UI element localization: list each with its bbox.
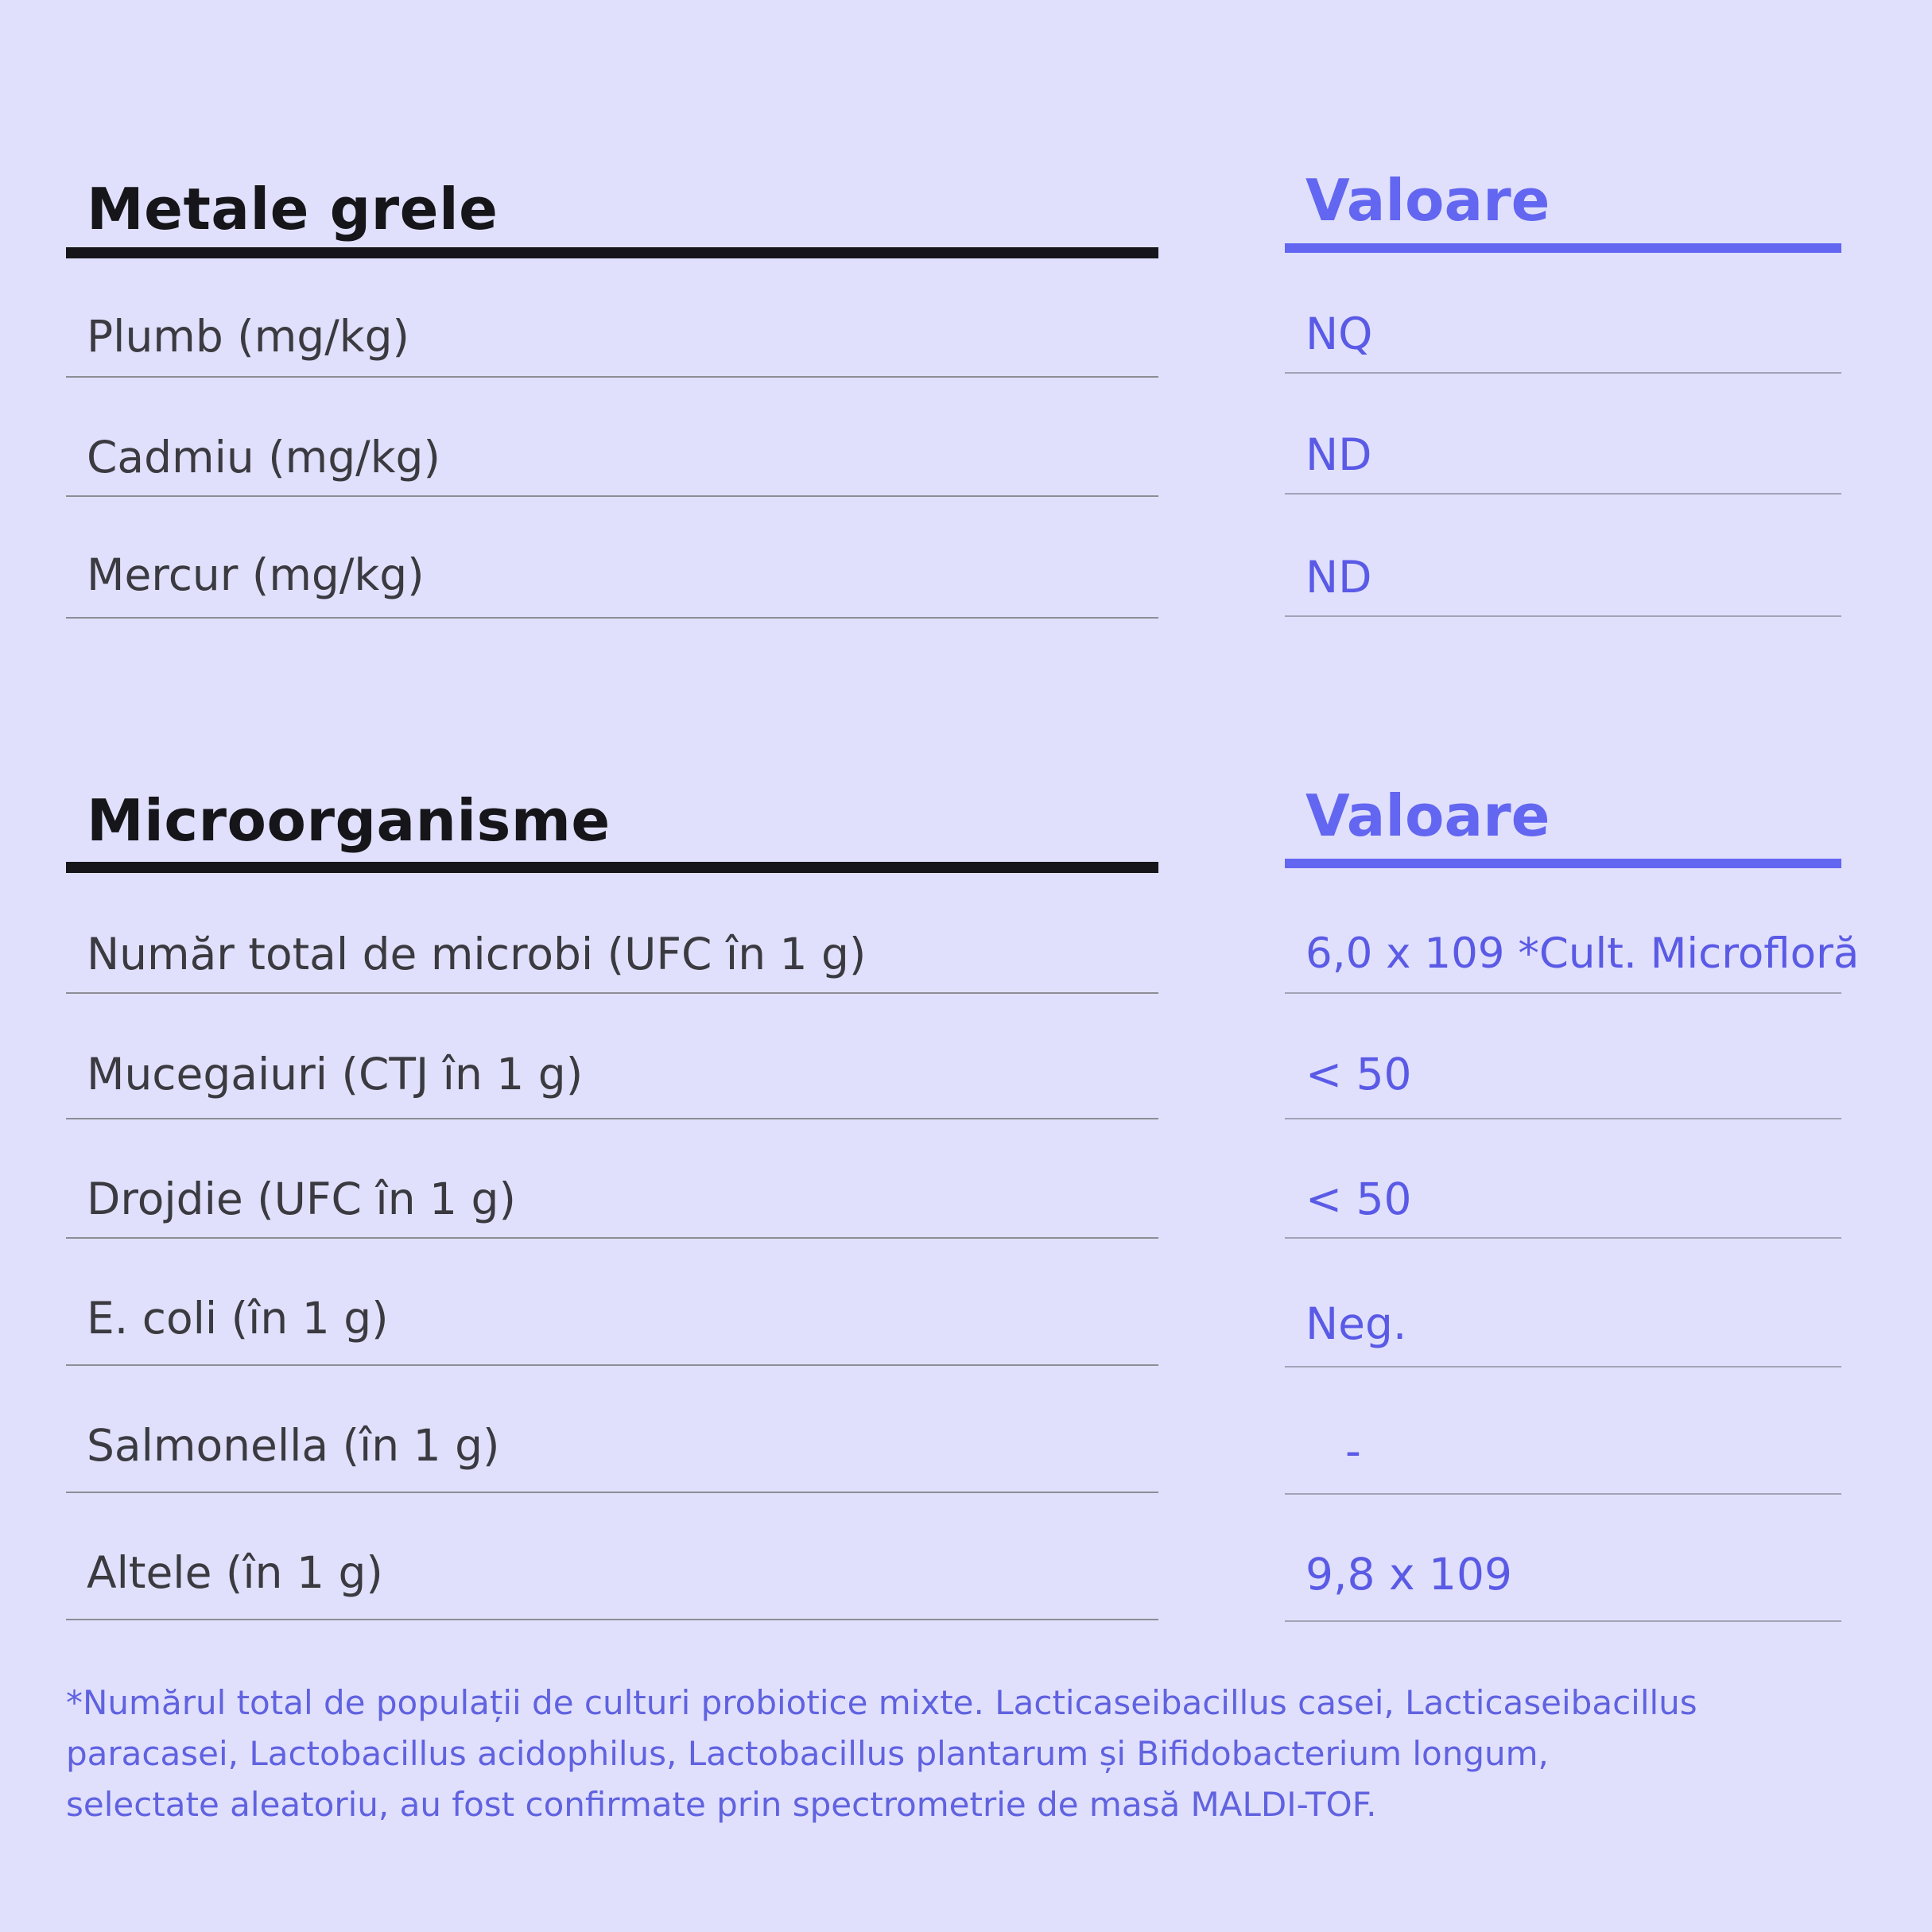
microorganisms-header-rule [66,862,1158,873]
footnote [66,1678,1887,1830]
table-row [1285,1239,1841,1368]
row-value: 6,0 x 109 *Cult. Microfloră [1305,929,1860,978]
footnote-line: *Numărul total de populații de culturi probiotice mixte. Lacticaseibacillus casei, Lacticaseibacillus [66,1683,1697,1722]
row-value: NQ [1305,308,1373,359]
row-value: ND [1305,429,1372,480]
table-row [66,1119,1158,1239]
table-row [66,258,1158,378]
value-header-rule [1285,243,1841,253]
table-row [66,497,1158,619]
table-row [1285,1368,1841,1495]
heavy-metals-header [66,119,1158,258]
row-value: < 50 [1305,1049,1412,1100]
row-label: Mercur (mg/kg) [87,549,425,600]
row-label: Altele (în 1 g) [87,1547,383,1598]
footnote-line: paracasei, Lactobacillus acidophilus, Lactobacillus plantarum și Bifidobacterium longum, [66,1734,1549,1773]
row-label: E. coli (în 1 g) [87,1293,389,1344]
row-value: 9,8 x 109 [1305,1549,1512,1600]
row-label: Plumb (mg/kg) [87,311,409,362]
table-row [1285,1495,1841,1622]
microorganisms-value-header [1285,739,1841,868]
table-row [1285,994,1841,1119]
table-row [66,1493,1158,1620]
table-row [66,1239,1158,1366]
table-row [1285,253,1841,374]
table-row [66,378,1158,497]
row-label: Cadmiu (mg/kg) [87,432,440,483]
table-row [66,994,1158,1119]
row-value: < 50 [1305,1174,1412,1224]
value-header-rule [1285,859,1841,868]
table-row [1285,868,1860,994]
table-row [1285,374,1841,495]
value-column [1285,0,1860,1670]
heavy-metals-header-rule [66,247,1158,258]
row-label: Salmonella (în 1 g) [87,1420,500,1471]
value-header-title: Valoare [1305,782,1550,849]
heavy-metals-value-header [1285,119,1841,253]
row-label: Număr total de microbi (UFC în 1 g) [87,929,867,980]
footnote-line: selectate aleatoriu, au fost confirmate prin spectrometrie de masă MALDI-TOF. [66,1785,1377,1824]
row-label: Mucegaiuri (CTJ în 1 g) [87,1049,584,1100]
table-row [1285,495,1841,617]
row-value: - [1345,1426,1361,1476]
parameter-column [66,0,1158,1670]
microorganisms-title: Microorganisme [87,787,611,854]
heavy-metals-title: Metale grele [87,176,499,242]
row-value: Neg. [1305,1298,1407,1349]
row-value: ND [1305,552,1372,603]
table-row [66,1366,1158,1493]
value-header-title: Valoare [1305,167,1550,234]
row-label: Drojdie (UFC în 1 g) [87,1174,516,1224]
microorganisms-header [66,739,1158,873]
table-row [1285,1119,1841,1239]
table-row [66,873,1158,994]
